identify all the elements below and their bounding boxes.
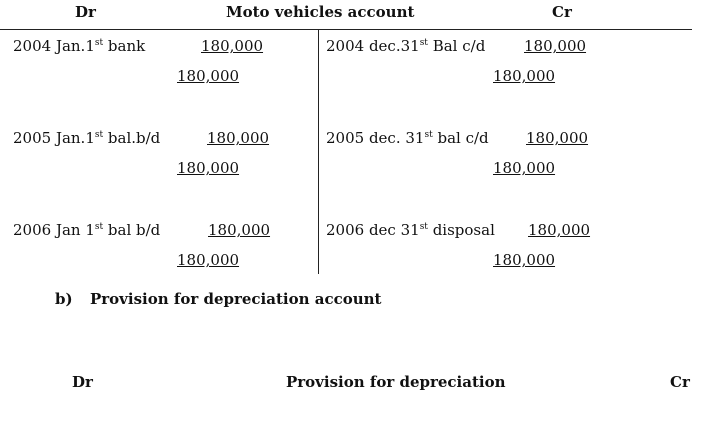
section-b-label: b) <box>55 290 73 308</box>
ledger1-row3-right-total: 180,000 <box>493 251 556 269</box>
ledger1-row3-right-amount: 180,000 <box>528 221 591 239</box>
ledger1-cr-label: Cr <box>552 3 572 21</box>
ledger1-row2-right-total: 180,000 <box>493 159 556 177</box>
ledger1-row1-left-entry: 2004 Jan.1st bank <box>13 37 146 55</box>
ledger2-dr-label: Dr <box>72 373 93 391</box>
ledger1-row2-left-amount: 180,000 <box>207 129 270 147</box>
ledger1-row1-left-total: 180,000 <box>177 67 240 85</box>
ledger1-top-rule <box>0 29 692 30</box>
ledger1-row3-left-entry: 2006 Jan 1st bal b/d <box>13 221 161 239</box>
ledger1-row3-left-total: 180,000 <box>177 251 240 269</box>
ledger1-title: Moto vehicles account <box>226 3 415 21</box>
ledger1-row1-right-total: 180,000 <box>493 67 556 85</box>
ledger1-row1-right-entry: 2004 dec.31st Bal c/d <box>326 37 486 55</box>
ledger1-row2-right-entry: 2005 dec. 31st bal c/d <box>326 129 489 147</box>
ledger1-row2-left-total: 180,000 <box>177 159 240 177</box>
ledger2-cr-label: Cr <box>670 373 690 391</box>
ledger1-row3-right-entry: 2006 dec 31st disposal <box>326 221 495 239</box>
ledger1-row3-left-amount: 180,000 <box>208 221 271 239</box>
ledger1-row2-right-amount: 180,000 <box>526 129 589 147</box>
ledger1-center-rule <box>318 29 319 274</box>
section-b-title: Provision for depreciation account <box>90 290 382 308</box>
ledger1-dr-label: Dr <box>75 3 96 21</box>
ledger1-row1-right-amount: 180,000 <box>524 37 587 55</box>
ledger1-row1-left-amount: 180,000 <box>201 37 264 55</box>
ledger2-title: Provision for depreciation <box>286 373 506 391</box>
ledger1-row2-left-entry: 2005 Jan.1st bal.b/d <box>13 129 161 147</box>
